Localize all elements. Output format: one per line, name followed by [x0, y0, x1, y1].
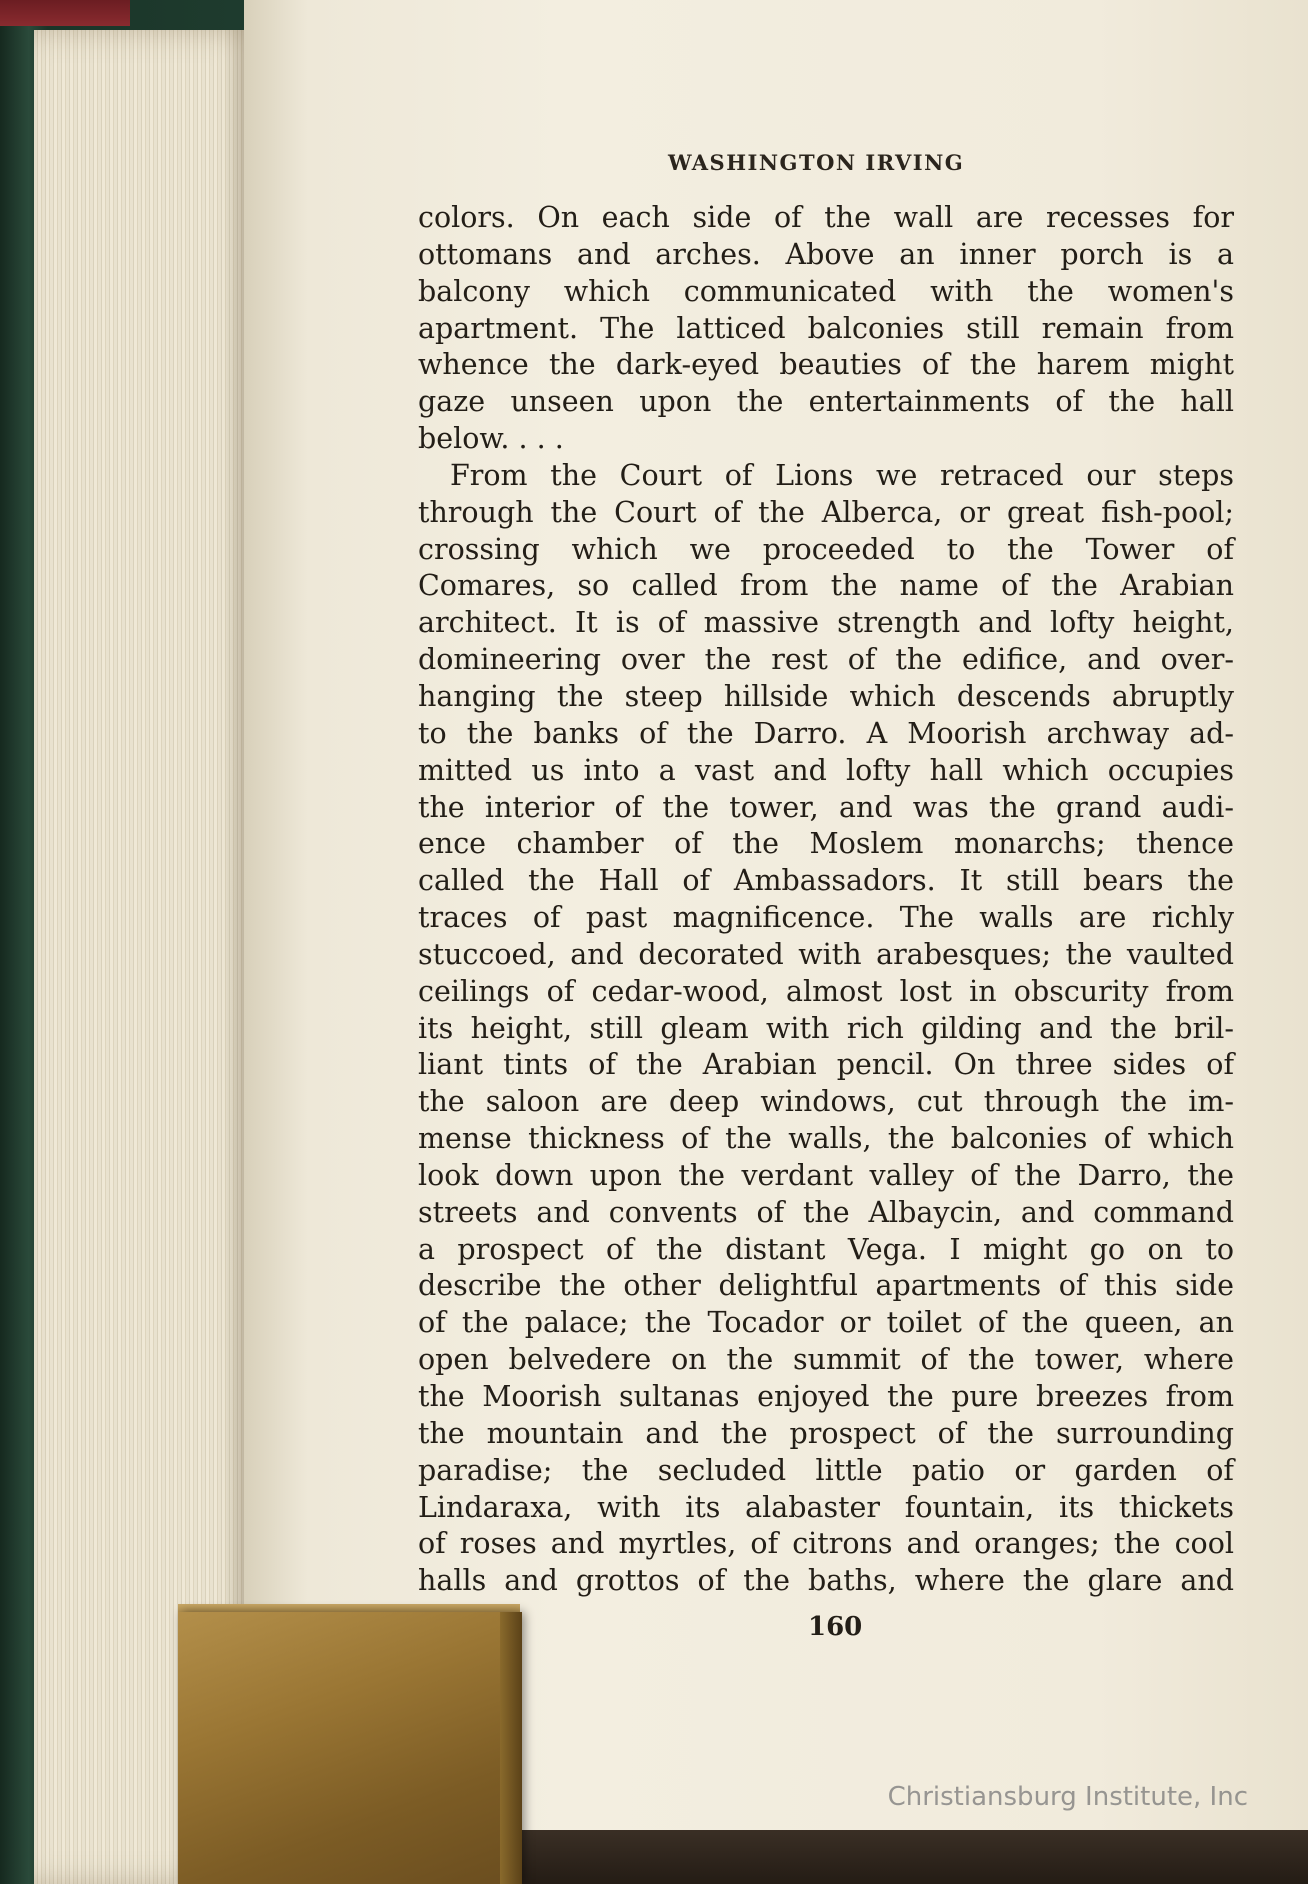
text-line: balcony which communicated with the women's	[418, 274, 1234, 308]
text-line: through the Court of the Alberca, or great fish-pool;	[418, 495, 1234, 529]
text-line: streets and convents of the Albaycin, and command	[418, 1195, 1234, 1229]
text-line: ceilings of cedar-wood, almost lost in obscurity from	[418, 974, 1234, 1008]
text-line: called the Hall of Ambassadors. It still bears the	[418, 864, 1234, 898]
text-line: mitted us into a vast and lofty hall which occupies	[418, 753, 1234, 787]
text-line: below. . . .	[418, 422, 564, 456]
text-line: the interior of the tower, and was the grand audi-	[418, 790, 1234, 824]
text-line: traces of past magnificence. The walls are richly	[418, 901, 1234, 935]
text-line: ence chamber of the Moslem monarchs; thence	[418, 827, 1234, 861]
text-line: hanging the steep hillside which descends abruptly	[418, 679, 1234, 713]
text-line: From the Court of Lions we retraced our steps	[450, 458, 1234, 492]
text-line: its height, still gleam with rich gilding and the bril-	[418, 1011, 1234, 1045]
running-head: WASHINGTON IRVING	[668, 150, 965, 175]
text-line: the Moorish sultanas enjoyed the pure breezes from	[418, 1380, 1234, 1413]
text-line: crossing which we proceeded to the Tower of	[418, 532, 1234, 566]
text-line: whence the dark-eyed beauties of the harem might	[418, 348, 1234, 382]
watermark: Christiansburg Institute, Inc	[887, 1782, 1248, 1812]
wooden-block	[178, 1612, 520, 1884]
page-bottom-shadow	[520, 1830, 1308, 1884]
text-line: of the palace; the Tocador or toilet of the queen, an	[418, 1306, 1234, 1340]
text-line: domineering over the rest of the edifice, and over-	[418, 643, 1234, 677]
wooden-block-side	[500, 1612, 522, 1884]
text-line: architect. It is of massive strength and lofty height,	[418, 606, 1234, 640]
text-line: describe the other delightful apartments of this side	[418, 1269, 1234, 1303]
text-line: colors. On each side of the wall are recesses for	[418, 201, 1234, 234]
text-line: apartment. The latticed balconies still remain from	[418, 311, 1234, 345]
red-bookmark-band	[0, 0, 130, 26]
text-line: Comares, so called from the name of the Arabian	[418, 569, 1234, 603]
text-line: to the banks of the Darro. A Moorish archway ad-	[418, 716, 1234, 750]
page-number: 160	[808, 1612, 863, 1642]
text-line: mense thickness of the walls, the balconies of which	[418, 1122, 1234, 1156]
text-line: a prospect of the distant Vega. I might go on to	[418, 1232, 1234, 1266]
text-line: stuccoed, and decorated with arabesques; the vaulted	[418, 937, 1234, 971]
text-line: the mountain and the prospect of the surrounding	[418, 1416, 1234, 1450]
text-line: of roses and myrtles, of citrons and oranges; the cool	[418, 1527, 1234, 1561]
body-text	[418, 200, 1234, 1600]
text-line: gaze unseen upon the entertainments of the hall	[418, 385, 1234, 419]
text-line: the saloon are deep windows, cut through the im-	[418, 1085, 1234, 1119]
text-line: paradise; the secluded little patio or garden of	[418, 1453, 1234, 1487]
text-line: Lindaraxa, with its alabaster fountain, its thickets	[418, 1490, 1234, 1524]
text-line: liant tints of the Arabian pencil. On three sides of	[418, 1048, 1234, 1082]
text-line: halls and grottos of the baths, where the glare and	[418, 1564, 1234, 1598]
text-line: open belvedere on the summit of the tower, where	[418, 1343, 1234, 1377]
text-line: look down upon the verdant valley of the Darro, the	[418, 1158, 1234, 1192]
text-line: ottomans and arches. Above an inner porch is a	[418, 237, 1234, 271]
